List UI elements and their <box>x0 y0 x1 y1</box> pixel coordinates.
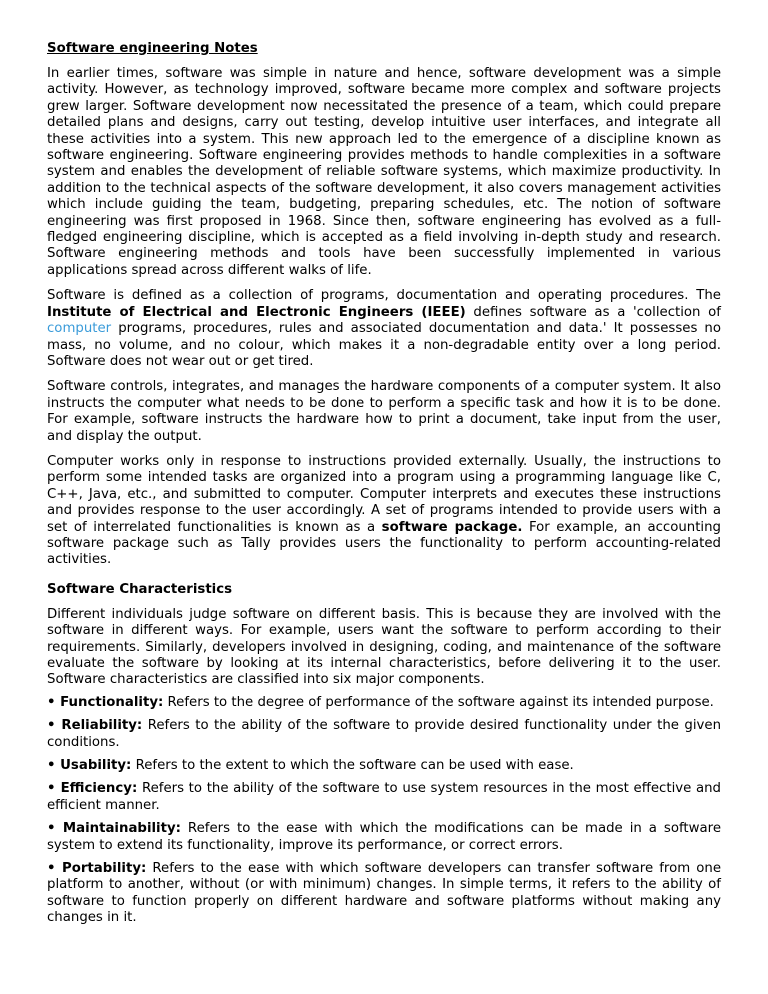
bullet-term: • Reliability: <box>47 718 143 734</box>
ieee-term: Institute of Electrical and Electronic Engineers (IEEE) <box>47 304 466 320</box>
bullet-text: Refers to the ability of the software to provide desired functionality under the given conditions. <box>47 718 721 750</box>
document-title: Software engineering Notes <box>47 41 258 56</box>
bullet-maintainability <box>47 821 721 854</box>
bullet-text: Refers to the degree of performance of the software against its intended purpose. <box>163 694 714 710</box>
software-package-term: software package. <box>381 519 523 535</box>
definition-text-c: defines software as a 'collection of <box>465 304 721 320</box>
bullet-reliability <box>47 718 721 751</box>
intro-paragraph: In earlier times, software was simple in nature and hence, software development was a simple activity. However, as technology improved, software became more complex and software projects grew larger. Software development now necessitated the presence of a team, which could prepare detailed plans and designs, carry out testing, develop intuitive user interfaces, and integrate all these activities into a system. This new approach led to the emergence of a discipline known as software engineering. Software engineering provides methods to handle complexities in a software system and enables the development of reliable software systems, which maximize productivity. In addition to the technical aspects of the software development, it also covers management activities which include guiding the team, budgeting, preparing schedules, etc. The notion of software engineering was first proposed in 1968. Since then, software engineering has evolved as a full-fledged engineering discipline, which is accepted as a field involving in-depth study and research. Software engineering methods and tools have been successfully implemented in various applications spread across different walks of life. <box>47 66 721 278</box>
computer-link[interactable]: computer <box>47 321 112 337</box>
hardware-paragraph: Software controls, integrates, and manages the hardware components of a computer system. It also instructs the computer what needs to be done to perform a specific task and how it is to be done. For example, software instructs the hardware how to print a document, take input from the user, and display the output. <box>47 379 721 444</box>
definition-text-a: Software is defined as a collection of programs, documentation and operating procedures. The <box>47 288 721 304</box>
bullet-efficiency <box>47 781 721 814</box>
bullet-text: Refers to the ease with which the modifications can be made in a software system to extend its functionality, improve its performance, or correct errors. <box>47 821 722 853</box>
definition-text-d: programs, procedures, rules and associated documentation and data.' It possesses no mass, no volume, and no colour, which makes it a non-degradable entity over a long period. Software does not wear out or get tired. <box>47 321 721 369</box>
bullet-term: • Maintainability: <box>47 821 181 837</box>
package-paragraph <box>47 454 721 569</box>
characteristics-paragraph: Different individuals judge software on different basis. This is because they are involved with the software in different ways. For example, users want the software to perform according to their requirements. Similarly, developers involved in designing, coding, and maintenance of the software evaluate the software by looking at its internal characteristics, before delivering it to the user. Software characteristics are classified into six major components. <box>47 606 721 688</box>
bullet-term: • Usability: <box>47 758 132 774</box>
bullet-term: • Portability: <box>47 861 147 877</box>
bullet-text: Refers to the ability of the software to use system resources in the most effective and efficient manner. <box>47 781 721 813</box>
definition-paragraph <box>47 288 721 370</box>
bullet-term: • Functionality: <box>47 694 164 710</box>
bullet-portability <box>47 861 721 927</box>
bullet-usability <box>47 758 721 774</box>
package-text-c: For example, an accounting software package such as Tally provides users the functionality to perform accounting-related activities. <box>47 519 721 568</box>
bullet-functionality <box>47 695 721 711</box>
bullet-text: Refers to the extent to which the software can be used with ease. <box>131 758 574 774</box>
bullet-text: Refers to the ease with which software developers can transfer software from one platform to another, without (or with minimum) changes. In simple terms, it refers to the ability of software to function properly on different hardware and software platforms without making any changes in it. <box>47 861 722 926</box>
bullet-term: • Efficiency: <box>47 781 138 797</box>
package-text-a: Computer works only in response to instructions provided externally. Usually, the instructions to perform some intended tasks are organized into a program using a programming language like C, C++, Java, etc., and submitted to computer. Computer interprets and executes these instructions and provides response to the user accordingly. A set of programs intended to provide users with a set of interrelated functionalities is known as a <box>47 453 721 535</box>
section-title: Software Characteristics <box>47 581 233 597</box>
